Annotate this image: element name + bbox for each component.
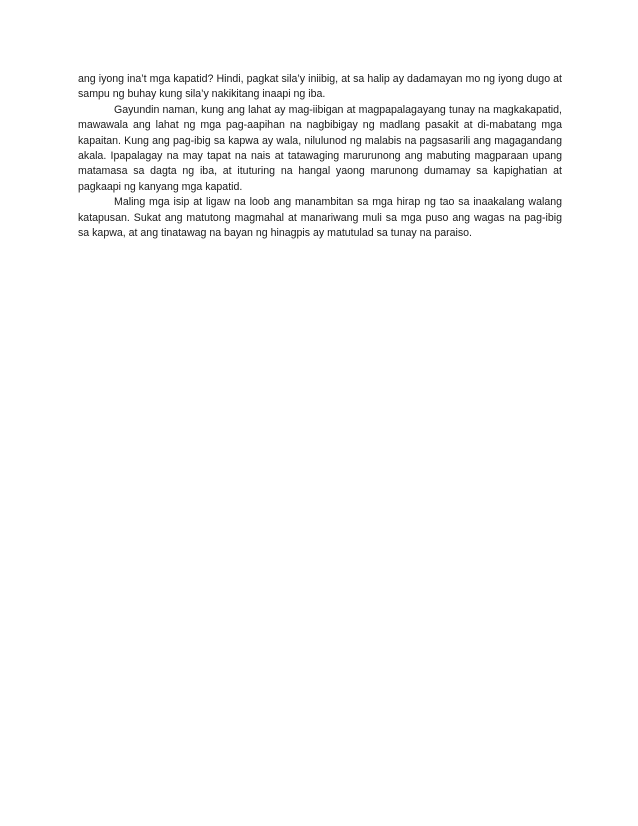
paragraph-continuation: ang iyong ina’t mga kapatid? Hindi, pagkat sila’y iniibig, at sa halip ay dadamayan mo ng iyong dugo at sampu ng buhay kung sila’y nakikitang inaapi ng iba.	[78, 73, 562, 101]
paragraph-gayundin: Gayundin naman, kung ang lahat ay mag-iibigan at magpapalagayang tunay na magkakapatid, mawawala ang lahat ng mga pag-aapihan na nagbibigay ng madlang pasakit at di-mabatang mga kapaitan. Kung ang pag-ibig sa kapwa ay wala, nilulunod ng malabis na pagsasarili ang magagandang akala. Ipapalagay na may tapat na nais at tatawaging marurunong ang mabuting magparaan upang matamasa sa dagta ng iba, at ituturing na hangal yaong marunong dumamay sa kapighatian at pagkaapi ng kanyang mga kapatid.	[78, 103, 562, 193]
body-text	[78, 72, 562, 241]
paragraph-maling: Maling mga isip at ligaw na loob ang manambitan sa mga hirap ng tao sa inaakalang walang katapusan. Sukat ang matutong magmahal at manariwang muli sa mga puso ang wagas na pag-ibig sa kapwa, at ang tinatawag na bayan ng hinagpis ay matutulad sa tunay na paraiso.	[78, 196, 562, 240]
